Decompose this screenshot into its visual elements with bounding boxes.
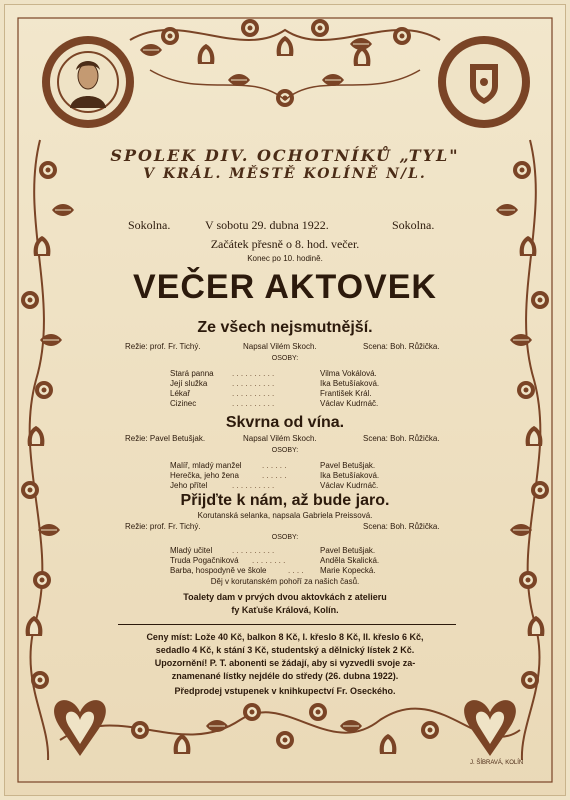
cast-actor: Ika Betušíaková. bbox=[320, 379, 380, 388]
play3-scene: Scena: Boh. Růžička. bbox=[363, 522, 440, 531]
prices-line1: Ceny míst: Lože 40 Kč, balkon 8 Kč, I. křeslo 8 Kč, II. křeslo 6 Kč, bbox=[146, 632, 424, 642]
cast-role: Mladý učitel bbox=[170, 546, 213, 555]
play3-title: Přijďte k nám, až bude jaro. bbox=[180, 492, 390, 509]
start-time: Začátek přesně o 8. hod. večer. bbox=[210, 237, 360, 251]
prices-line3: Upozornění! P. T. abonenti se žádají, aby si vyzvedli svoje za- bbox=[154, 658, 416, 668]
cast-actor: Pavel Betušjak. bbox=[320, 546, 376, 555]
cast-role: Cizinec bbox=[170, 399, 197, 408]
society-name: SPOLEK DIV. OCHOTNÍKŮ „TYL" bbox=[110, 146, 460, 165]
play2-scene: Scena: Boh. Růžička. bbox=[363, 434, 440, 443]
event-date: V sobotu 29. dubna 1922. bbox=[205, 218, 329, 232]
toilets-line2: fy Kaťuše Králová, Kolín. bbox=[231, 605, 339, 615]
cast-role: Stará panna bbox=[170, 369, 214, 378]
play1-scene: Scena: Boh. Růžička. bbox=[363, 342, 440, 351]
play2-director: Režie: Pavel Betušjak. bbox=[125, 434, 206, 443]
play1-director: Režie: prof. Fr. Tichý. bbox=[125, 342, 201, 351]
prices-line4: znamenané lístky nejdéle do středy (26. dubna 1922). bbox=[171, 671, 399, 681]
venue-left: Sokolna. bbox=[128, 218, 171, 232]
cast-role: Její služka bbox=[170, 379, 208, 388]
coat-of-arms-medallion bbox=[438, 36, 530, 128]
cast-actor: Václav Kudrnáč. bbox=[320, 481, 379, 490]
cast-actor: Václav Kudrnáč. bbox=[320, 399, 379, 408]
cast-role: Lékař bbox=[170, 389, 191, 398]
printer-mark: J. ŠÍBRAVÁ, KOLÍN bbox=[470, 760, 524, 766]
cast-role: Truda Pogačniková bbox=[170, 556, 239, 565]
cast-role: Jeho přítel bbox=[170, 481, 208, 490]
divider-rule bbox=[118, 624, 456, 625]
cast-actor: František Král. bbox=[320, 389, 372, 398]
venue-right: Sokolna. bbox=[392, 218, 435, 232]
cast-actor: Ika Betušíaková. bbox=[320, 471, 380, 480]
cast-actor: Pavel Betušjak. bbox=[320, 461, 376, 470]
presale-line: Předprodej vstupenek v knihkupectví Fr. Oseckého. bbox=[174, 686, 396, 696]
portrait-medallion bbox=[42, 36, 134, 128]
prices-line2: sedadlo 4 Kč, k stání 3 Kč, studentský a dělnický lístek 2 Kč. bbox=[155, 645, 415, 655]
cast-actor: Vilma Vokálová. bbox=[320, 369, 377, 378]
main-title: VEČER AKTOVEK bbox=[133, 268, 437, 306]
cast-role: Herečka, jeho žena bbox=[170, 471, 239, 480]
play1-author: Napsal Vilém Skoch. bbox=[243, 342, 317, 351]
play1-persons-label: OSOBY: bbox=[271, 355, 299, 362]
cast-role: Malíř, mladý manžel bbox=[170, 461, 242, 470]
end-time: Konec po 10. hodině. bbox=[247, 254, 323, 263]
play3-director: Režie: prof. Fr. Tichý. bbox=[125, 522, 201, 531]
play2-author: Napsal Vilém Skoch. bbox=[243, 434, 317, 443]
play3-note: Děj v korutanském pohoří za našich časů. bbox=[210, 577, 360, 586]
play2-persons-label: OSOBY: bbox=[271, 447, 299, 454]
toilets-line1: Toalety dam v prvých dvou aktovkách z atelieru bbox=[183, 592, 387, 602]
poster: SPOLEK DIV. OCHOTNÍKŮ „TYL" V KRÁL. MĚSTĚ KOLÍNĚ N/L. Sokolna. V sobotu 29. dubna 1922. Sokolna. Začátek přesně o 8. hod. večer. Konec po 10. hodině. VEČER AKTOVEK Ze všech nejsmutnější. Režie: prof. Fr. Tichý. Napsal Vilém Skoch. Scena: Boh. Růžička. OSOBY: Stará panna . . . . . . . . . . Vilma Vokálová. Její služka . . . . . . . . . . Ika Betušíaková. Lékař . . . . . . . . . . František Král. Cizinec . . . . . . . . . . Václav Kudrnáč. Skvrna od vína. Režie: Pavel Betušjak. Napsal Vilém Skoch. Scena: Boh. Růžička. OSOBY: Malíř, mladý manžel . . . . . . Pavel Betušjak. Herečka, jeho žena . . . . . . Ika Betušíaková. Jeho přítel . . . . . . . . . . Václav Kudrnáč. Přijďte k nám, až bude jaro. Korutanská selanka, napsala Gabriela Preissová. Režie: prof. Fr. Tichý. Scena: Boh. Růžička. OSOBY: Mladý učitel . . . . . . . . . . Pavel Betušjak. Truda Pogačniková . . . . . . . . Anděla Skalická. Barba, hospodyně ve škole . . . . Marie Kopecká. Děj v korutanském pohoří za našich časů. Toalety dam v prvých dvou aktovkách z atelieru fy Kaťuše Králová, Kolín. Ceny míst: Lože 40 Kč, balkon 8 Kč, I. křeslo 8 Kč, II. křeslo 6 Kč, sedadlo 4 Kč, k stání 3 Kč, studentský a dělnický lístek 2 Kč. Upozornění! P. T. abonenti se žádají, aby si vyzvedli svoje za- znamenané lístky nejdéle do středy (26. dubna 1922). Předprodej vstupenek v knihkupectví Fr. Oseckého. J. ŠÍBRAVÁ, KOLÍN bbox=[0, 0, 570, 800]
play2-title: Skvrna od vína. bbox=[225, 414, 345, 431]
society-town: V KRÁL. MĚSTĚ KOLÍNĚ N/L. bbox=[143, 166, 427, 182]
cast-actor: Anděla Skalická. bbox=[320, 556, 380, 565]
play3-persons-label: OSOBY: bbox=[271, 534, 299, 541]
play1-title: Ze všech nejsmutnější. bbox=[197, 319, 373, 336]
play3-subtitle: Korutanská selanka, napsala Gabriela Preissová. bbox=[197, 511, 373, 520]
cast-actor: Marie Kopecká. bbox=[320, 566, 376, 575]
cast-role: Barba, hospodyně ve škole bbox=[170, 566, 267, 575]
